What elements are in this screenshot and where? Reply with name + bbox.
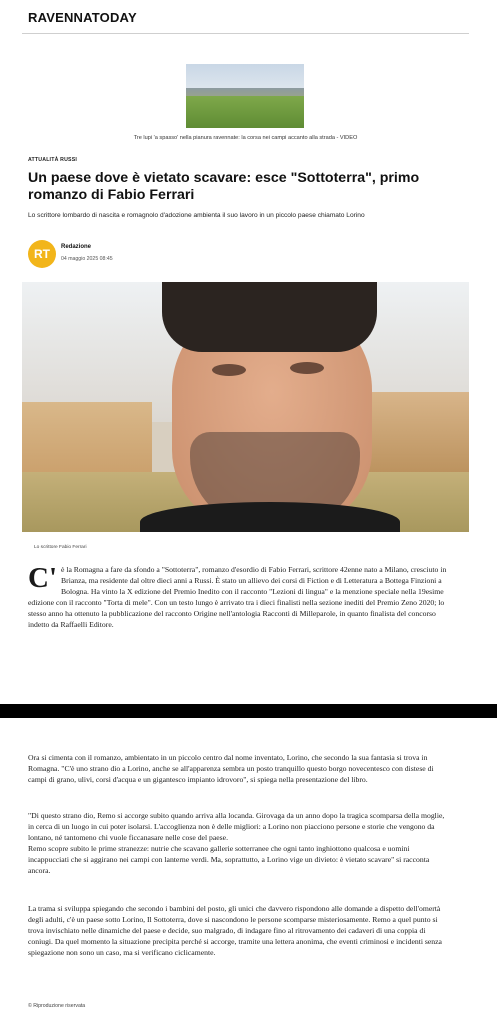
screenshot-divider-bar: [0, 704, 497, 718]
photo-town-left: [22, 402, 152, 482]
copyright-note: © Riproduzione riservata: [28, 1003, 86, 1009]
photo-caption: Lo scrittore Fabio Ferrari: [34, 545, 87, 550]
related-video-caption[interactable]: Tre lupi 'a spasso' nella pianura ravennate: la corsa nei campi accanto alla strada - VIDEO: [133, 135, 358, 141]
paragraph-1-text: è la Romagna a fare da sfondo a "Sottoterra", romanzo d'esordio di Fabio Ferrari, scrittore 42enne nato a Milano, cresciuto in Brianza, ma residente dal oltre dieci anni a Russi. È stato un allievo dei corsi di Fiction e di Letteratura a Bottega Finzioni a Bologna. Ha vinto la X edizione del Premio Inedito con il racconto "Lezioni di lingua" e la menzione speciale nella 19esime edizione con il racconto "Torta di mele". Con un testo lungo è arrivato tra i dieci finalisti nella sezione inediti del Premio Zeno 2020; lo stesso anno ha ottenuto la pubblicazione del racconto Origine nell'antologia Racconti di Milleparole, in quanto finalista del concorso indetto da Raffaelli Editore.: [28, 565, 447, 630]
masthead-divider: [22, 33, 469, 34]
article-title: Un paese dove è vietato scavare: esce "Sottoterra", primo romanzo di Fabio Ferrari: [28, 170, 420, 203]
article-paragraph-3: [28, 810, 448, 877]
article-paragraph-1: [28, 564, 448, 631]
screenshot-gap: [0, 664, 497, 704]
article-dek: Lo scrittore lombardo di nascita e romagnolo d'adozione ambienta il suo lavoro in un piccolo paese chiamato Lorino: [28, 212, 365, 219]
publish-date: 04 maggio 2025 08:45: [61, 256, 113, 262]
paragraph-3b-text: Remo scopre subito le prime stranezze: nutrie che scavano gallerie sotterranee che ogni tanto inghiottono qualcosa e uomini incappucciati che si aggirano nei campi con lanterne verdi. Ma, soprattutto, a Lorino vige un divieto: è vietato scavare" si racconta ancora.: [28, 844, 430, 876]
masthead-logo[interactable]: RAVENNATODAY: [28, 10, 137, 25]
article-paragraph-4: [28, 903, 448, 958]
dropcap: C': [28, 562, 57, 594]
article-paragraph-2: [28, 752, 448, 785]
thumbnail-field: [186, 96, 304, 128]
article-kicker[interactable]: ATTUALITÀ RUSSI: [28, 157, 78, 163]
related-video-thumbnail[interactable]: [186, 64, 304, 128]
article-photo: [22, 282, 469, 532]
paragraph-4-text: La trama si sviluppa spiegando che secondo i bambini del posto, gli unici che davvero rispondono alle domande a dispetto dell'omertà degli adulti, c'è un paese sotto Lorino, Il Sottoterra, dove si nascondono le persone scomparse misteriosamente. Remo a quel punto si trova invischiato nelle dinamiche del paese e decide, suo malgrado, di indagare fino al ritrovamento dei cadaveri di una coppia di coniugi. Da quel momento la situazione precipita perché si accorge, tramite una lettera anonima, che eventi criminosi e incidenti senza spiegazione non sono un caso, ma si verificano ciclicamente.: [28, 904, 442, 958]
paragraph-2-text: Ora si cimenta con il romanzo, ambientato in un piccolo centro dal nome inventato, Lorino, che secondo la sua fantasia si trova in Romagna. "C'è uno strano dio a Lorino, anche se all'apparenza sembra un posto tranquillo questo borgo novecentesco con distese di campi di grano, ulivi, corsi d'acqua e un gigantesco impianto idrovoro", si spiega nella presentazione del libro.: [28, 753, 434, 785]
paragraph-3a-text: "Di questo strano dio, Remo si accorge subito quando arriva alla locanda. Girovaga da un anno dopo la tragica scomparsa della moglie, in cerca di un luogo in cui poter isolarsi. L'accoglienza non è delle migliori: a Lorino non piacciono persone e storie che vengono da lontano, né tantomeno chi vuole ficcanasare nelle cose del paese.: [28, 811, 445, 843]
photo-town-right: [362, 392, 469, 482]
author-avatar[interactable]: RT: [28, 240, 56, 268]
author-name[interactable]: Redazione: [61, 244, 92, 250]
photo-hair: [162, 282, 377, 352]
photo-eye-right: [290, 362, 324, 374]
photo-eye-left: [212, 364, 246, 376]
